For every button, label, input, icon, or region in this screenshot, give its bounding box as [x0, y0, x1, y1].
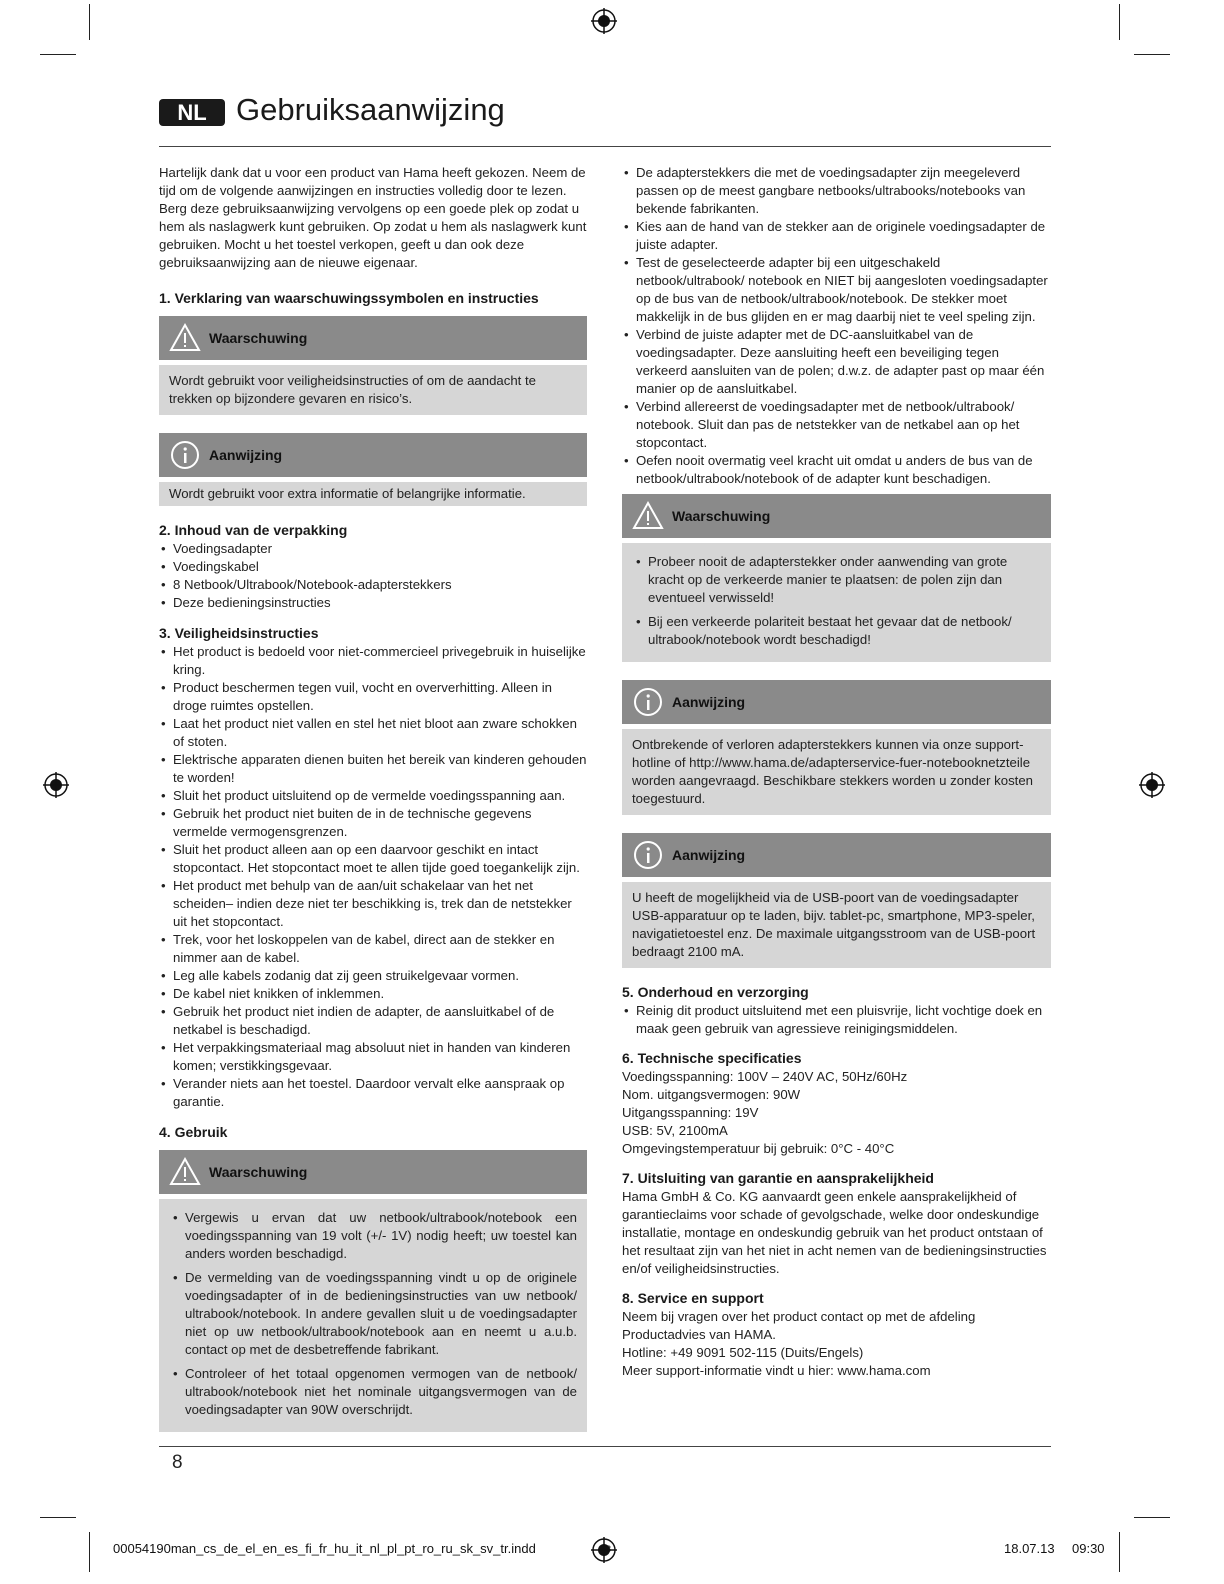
spec-line: Omgevingstemperatuur bij gebruik: 0°C - 40°C [622, 1141, 895, 1156]
slug-filename: 00054190man_cs_de_el_en_es_fi_fr_hu_it_nl_pl_pt_ro_ru_sk_sv_tr.indd [113, 1541, 536, 1556]
list-item: • Vergewis u ervan dat uw netbook/ultrabook/notebook een voedingsspanning van 19 volt (+/- 1V) nodig heeft; uw toestel kan anders worden beschadigd. [185, 1209, 577, 1263]
list-item: • Verbind de juiste adapter met de DC-aansluitkabel van de voedingsadapter. Deze aansluiting heeft een beveiliging tegen verkeerd aansluiten van de polen; d.w.z. de adapter past op maar één manier op de aansluitkabel. [636, 326, 1051, 398]
warning-header [159, 316, 587, 360]
slug-time: 09:30 [1072, 1541, 1105, 1556]
list-item: • Gebruik het product niet indien de adapter, de aansluitkabel of de netkabel is beschadigd. [173, 1003, 587, 1039]
safety-list [159, 643, 587, 1111]
list-item: • Het product is bedoeld voor niet-commercieel privegebruik in huiselijke kring. [173, 643, 587, 679]
registration-mark-icon [43, 772, 69, 798]
language-badge: NL [159, 99, 225, 126]
warning-list [169, 1209, 577, 1419]
note-box [622, 833, 1051, 968]
warning-triangle-icon [169, 1156, 201, 1188]
registration-mark-icon [1139, 772, 1165, 798]
spec-line: USB: 5V, 2100mA [622, 1123, 728, 1138]
list-item: • Kies aan de hand van de stekker aan de originele voedingsadapter de juiste adapter. [636, 218, 1051, 254]
spec-line: Uitgangsspanning: 19V [622, 1105, 759, 1120]
list-item: • Trek, voor het loskoppelen van de kabel, direct aan de stekker en nimmer aan de kabel. [173, 931, 587, 967]
list-item: • 8 Netbook/Ultrabook/Notebook-adapterstekkers [173, 576, 587, 594]
list-item: • Verbind allereerst de voedingsadapter met de netbook/ultrabook/ notebook. Sluit dan pas de netstekker van de netkabel aan op het stopcontact. [636, 398, 1051, 452]
registration-mark-icon [591, 1537, 617, 1563]
support-line: Hotline: +49 9091 502-115 (Duits/Engels) [622, 1345, 864, 1360]
section-8-heading: 8. Service en support [622, 1290, 764, 1306]
warning-text: Wordt gebruikt voor veiligheidsinstructies of om de aandacht te trekken op bijzondere gevaren en risico’s. [169, 373, 537, 406]
note-body [622, 729, 1051, 815]
page-title: Gebruiksaanwijzing [236, 92, 505, 127]
page-number: 8 [172, 1452, 183, 1473]
list-item: • Voedingsadapter [173, 540, 587, 558]
crop-mark [89, 4, 90, 40]
warning-label: Waarschuwing [209, 330, 308, 346]
list-item: • Het verpakkingsmateriaal mag absoluut niet in handen van kinderen komen; verstikkingsgevaar. [173, 1039, 587, 1075]
warning-list [632, 553, 1041, 649]
footer-rule [159, 1446, 1051, 1447]
list-item: • Test de geselecteerde adapter bij een uitgeschakeld netbook/ultrabook/ notebook en NIET bij aangesloten voedingsadapter op de bus van de netbook/ultrabook/notebook. De stekker moet makkelijk in de bus glijden en er mag daarbij niet te veel speling zijn. [636, 254, 1051, 326]
section-2-heading: 2. Inhoud van de verpakking [159, 522, 348, 538]
info-circle-icon [169, 439, 201, 471]
list-item: • Elektrische apparaten dienen buiten het bereik van kinderen gehouden te worden! [173, 751, 587, 787]
package-contents-list [159, 540, 587, 612]
info-circle-icon [632, 686, 664, 718]
crop-mark [40, 54, 76, 55]
warning-box [159, 1150, 587, 1432]
support-line: Meer support-informatie vindt u hier: www.hama.com [622, 1363, 931, 1378]
list-item: • Deze bedieningsinstructies [173, 594, 587, 612]
note-box [159, 433, 587, 506]
left-column [159, 164, 587, 1432]
section-1-heading: 1. Verklaring van waarschuwingssymbolen en instructies [159, 290, 539, 306]
warning-body [159, 1199, 587, 1432]
list-item: • Reinig dit product uitsluitend met een pluisvrije, licht vochtige doek en maak geen gebruik van agressieve reinigingsmiddelen. [636, 1002, 1051, 1038]
list-item: • Oefen nooit overmatig veel kracht uit omdat u anders de bus van de netbook/ultrabook/notebook of de adapter kunt beschadigen. [636, 452, 1051, 488]
section-7-heading: 7. Uitsluiting van garantie en aansprakelijkheid [622, 1170, 934, 1186]
registration-mark-icon [591, 8, 617, 34]
section-5-heading: 5. Onderhoud en verzorging [622, 984, 809, 1000]
warning-label: Waarschuwing [672, 508, 771, 524]
note-body [159, 482, 587, 506]
warning-header [622, 494, 1051, 538]
crop-mark [1119, 1532, 1120, 1572]
list-item: • Gebruik het product niet buiten de in de technische gegevens vermelde vermogensgrenzen. [173, 805, 587, 841]
note-label: Aanwijzing [209, 447, 283, 463]
list-item: • Probeer nooit de adapterstekker onder aanwending van grote kracht op de verkeerde manier te plaatsen: de polen zijn dan eventueel verwisseld! [648, 553, 1041, 607]
warning-triangle-icon [632, 500, 664, 532]
crop-mark [1134, 1517, 1170, 1518]
warning-triangle-icon [169, 322, 201, 354]
spec-line: Nom. uitgangsvermogen: 90W [622, 1087, 801, 1102]
list-item: • Controleer of het totaal opgenomen vermogen van de netbook/ ultrabook/notebook niet het nominale uitgangsvermogen van de voedingsadapter van 90W overschrijdt. [185, 1365, 577, 1419]
section-4-heading: 4. Gebruik [159, 1124, 228, 1140]
header-rule [159, 146, 1051, 147]
usage-list [622, 164, 1051, 488]
warning-box [159, 316, 587, 415]
crop-mark [40, 1517, 76, 1518]
list-item: • Product beschermen tegen vuil, vocht en oververhitting. Alleen in droge ruimtes opstellen. [173, 679, 587, 715]
note-text: Ontbrekende of verloren adapterstekkers kunnen via onze support- hotline of http://www.hama.de/adapterservice-fuer-notebooknetzteile worden aangevraagd. Beschikbare stekkers worden u zonder kosten toegestuurd. [632, 737, 1033, 806]
crop-mark [1119, 4, 1120, 40]
note-header [622, 680, 1051, 724]
warning-box [622, 494, 1051, 662]
crop-mark [89, 1532, 90, 1572]
section-6-heading: 6. Technische specificaties [622, 1050, 802, 1066]
warranty-text: Hama GmbH & Co. KG aanvaardt geen enkele aansprakelijkheid of garantieclaims voor schade of gevolgschade, welke door ondeskundige installatie, montage en ondeskundig gebruik van het product ontstaan of het resultaat zijn van het niet in acht nemen van de bedieningsinstructies en/of veiligheidsinstructies. [622, 1189, 1047, 1276]
right-column [622, 164, 1051, 1380]
list-item: • Sluit het product uitsluitend op de vermelde voedingsspanning aan. [173, 787, 587, 805]
maintenance-list [622, 1002, 1051, 1038]
list-item: • Voedingskabel [173, 558, 587, 576]
list-item: • Bij een verkeerde polariteit bestaat het gevaar dat de netbook/ ultrabook/notebook wordt beschadigd! [648, 613, 1041, 649]
note-label: Aanwijzing [672, 847, 746, 863]
note-text: Wordt gebruikt voor extra informatie of belangrijke informatie. [169, 486, 526, 501]
note-box [622, 680, 1051, 815]
list-item: • Laat het product niet vallen en stel het niet bloot aan zware schokken of stoten. [173, 715, 587, 751]
list-item: • Sluit het product alleen aan op een daarvoor geschikt en intact stopcontact. Het stopcontact moet te allen tijde goed toegankelijk zijn. [173, 841, 587, 877]
note-label: Aanwijzing [672, 694, 746, 710]
list-item: • De adapterstekkers die met de voedingsadapter zijn meegeleverd passen op de meest gangbare netbooks/ultrabooks/notebooks van bekende fabrikanten. [636, 164, 1051, 218]
note-header [622, 833, 1051, 877]
warning-body [622, 543, 1051, 662]
info-circle-icon [632, 839, 664, 871]
warning-body [159, 365, 587, 415]
crop-mark [1134, 54, 1170, 55]
list-item: • Leg alle kabels zodanig dat zij geen struikelgevaar vormen. [173, 967, 587, 985]
section-3-heading: 3. Veiligheidsinstructies [159, 625, 319, 641]
note-header [159, 433, 587, 477]
list-item: • Het product met behulp van de aan/uit schakelaar van het net scheiden– indien deze niet ter beschikking is, trek dan de netstekker uit het stopcontact. [173, 877, 587, 931]
slug-date: 18.07.13 [1004, 1541, 1055, 1556]
note-text: U heeft de mogelijkheid via de USB-poort van de voedingsadapter USB-apparatuur op te laden, bijv. tablet-pc, smartphone, MP3-speler, navigatietoestel enz. De maximale uitgangsstroom van de USB-poort bedraagt 2100 mA. [632, 890, 1036, 959]
warning-header [159, 1150, 587, 1194]
warning-label: Waarschuwing [209, 1164, 308, 1180]
slug-page: 8 [606, 1544, 612, 1554]
spec-line: Voedingsspanning: 100V – 240V AC, 50Hz/60Hz [622, 1069, 908, 1084]
list-item: • Verander niets aan het toestel. Daardoor vervalt elke aanspraak op garantie. [173, 1075, 587, 1111]
list-item: • De vermelding van de voedingsspanning vindt u op de originele voedingsadapter of in de bedieningsinstructies van uw netbook/ ultrabook/notebook. In andere gevallen sluit u de voedingsadapter niet op uw netbook/ultrabook/notebook aan en neemt u a.u.b. contact op met de desbetreffende fabrikant. [185, 1269, 577, 1359]
support-line: Neem bij vragen over het product contact op met de afdeling Productadvies van HAMA. [622, 1309, 976, 1342]
note-body [622, 882, 1051, 968]
intro-text: Hartelijk dank dat u voor een product van Hama heeft gekozen. Neem de tijd om de volgende aanwijzingen en instructies volledig door te lezen. Berg deze gebruiksaanwijzing vervolgens op een goede plek op zodat u hem als naslagwerk kunt gebruiken. Op zodat u hem als naslagwerk kunt gebruiken. Mocht u het toestel verkopen, geeft u dan ook deze gebruiksaanwijzing aan de nieuwe eigenaar. [159, 165, 587, 270]
list-item: • De kabel niet knikken of inklemmen. [173, 985, 587, 1003]
